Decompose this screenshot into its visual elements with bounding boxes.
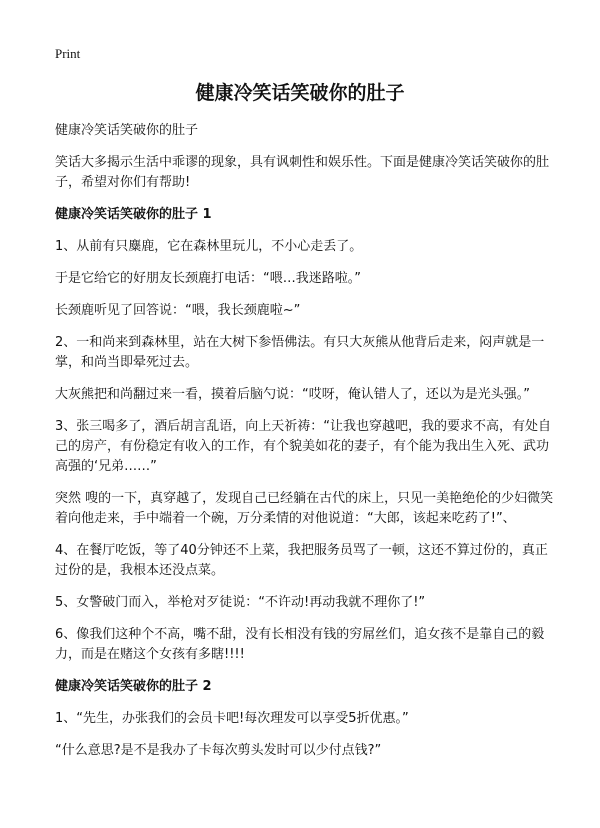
- intro-paragraph: 笑话大多揭示生活中乖谬的现象，具有讽刺性和娱乐性。下面是健康冷笑话笑破你的肚子，希望对你们有帮助!: [55, 155, 550, 190]
- intro-subtitle: 健康冷笑话笑破你的肚子: [55, 123, 199, 138]
- article-body: [55, 121, 555, 773]
- section-heading-1: 健康冷笑话笑破你的肚子 1: [55, 207, 212, 222]
- page-title: 健康冷笑话笑破你的肚子: [195, 82, 405, 104]
- paragraph: 大灰熊把和尚翻过来一看，摸着后脑勺说：“哎呀，俺认错人了，还以为是光头强。”: [55, 387, 530, 402]
- print-link[interactable]: Print: [55, 46, 81, 61]
- section-heading-2: 健康冷笑话笑破你的肚子 2: [55, 679, 212, 694]
- paragraph: 1、从前有只麋鹿，它在森林里玩儿，不小心走丢了。: [55, 239, 363, 254]
- paragraph: 突然 嗖的一下，真穿越了，发现自己已经躺在古代的床上，只见一美艳绝伦的少妇微笑着向他走来，手中端着一个碗，万分柔情的对他说道：“大郎，该起来吃药了!”、: [55, 491, 554, 526]
- paragraph: “什么意思?是不是我办了卡每次剪头发时可以少付点钱?”: [55, 743, 382, 758]
- paragraph: 长颈鹿听见了回答说：“喂，我长颈鹿啦~”: [55, 303, 301, 318]
- paragraph: 2、一和尚来到森林里，站在大树下参悟佛法。有只大灰熊从他背后走来，闷声就是一掌，和尚当即晕死过去。: [55, 335, 545, 370]
- paragraph: 1、“先生，办张我们的会员卡吧!每次理发可以享受5折优惠。”: [55, 711, 409, 726]
- paragraph: 4、在餐厅吃饭，等了40分钟还不上菜，我把服务员骂了一顿，这还不算过份的，真正过份的是，我根本还没点菜。: [55, 543, 548, 578]
- paragraph: 5、女警破门而入，举枪对歹徒说：“不许动!再动我就不理你了!”: [55, 595, 426, 610]
- paragraph: 6、像我们这种个不高，嘴不甜，没有长相没有钱的穷屌丝们，追女孩不是靠自己的毅力，而是在赌这个女孩有多瞎!!!!: [55, 627, 545, 662]
- paragraph: 于是它给它的好朋友长颈鹿打电话：“喂…我迷路啦。”: [55, 271, 361, 286]
- paragraph: 3、张三喝多了，酒后胡言乱语，向上天祈祷：“让我也穿越吧，我的要求不高，有处自己的房产，有份稳定有收入的工作，有个貌美如花的妻子，有个能为我出生入死、武功高强的‘兄弟……”: [55, 419, 552, 474]
